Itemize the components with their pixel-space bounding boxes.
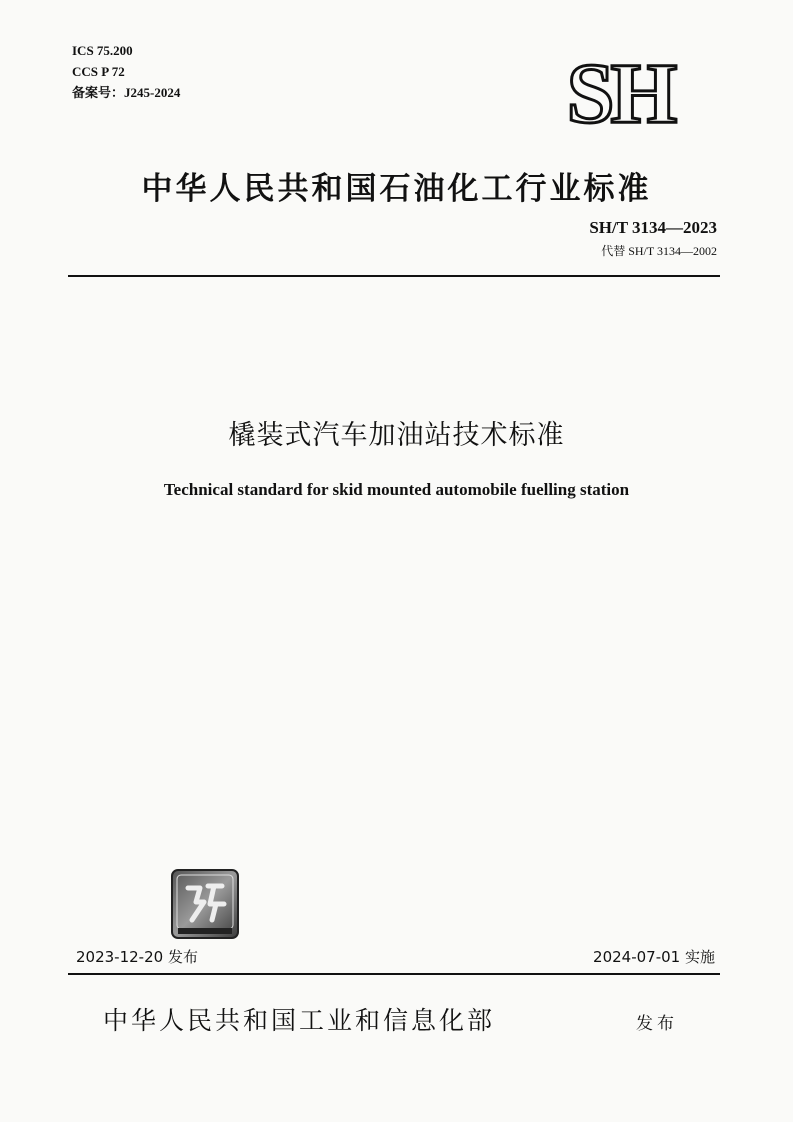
document-title-en: Technical standard for skid mounted automobile fuelling station — [163, 480, 630, 499]
meta-block — [72, 40, 180, 103]
issue-label: 发布 — [636, 1014, 678, 1034]
implement-date: 2024-07-01 实施 — [593, 948, 715, 966]
document-title-zh: 橇装式汽车加油站技术标准 — [228, 420, 565, 451]
svg-text:SH: SH — [566, 52, 674, 130]
top-divider — [68, 275, 720, 277]
ics-code: ICS 75.200 — [72, 43, 133, 58]
standard-code-block — [589, 218, 717, 259]
publisher-seal-icon — [170, 868, 240, 940]
issuing-authority: 中华人民共和国工业和信息化部 — [103, 1006, 496, 1035]
record-number: 备案号：J245-2024 — [72, 85, 181, 100]
ccs-code: CCS P 72 — [72, 64, 125, 79]
sh-logo-icon — [540, 52, 700, 130]
standard-type-heading: 中华人民共和国石油化工行业标准 — [141, 171, 652, 207]
replaces-code: 代替 SH/T 3134—2002 — [601, 244, 717, 258]
publish-date: 2023-12-20 发布 — [76, 948, 198, 966]
bottom-divider — [68, 973, 720, 975]
standard-code: SH/T 3134—2023 — [589, 218, 717, 237]
